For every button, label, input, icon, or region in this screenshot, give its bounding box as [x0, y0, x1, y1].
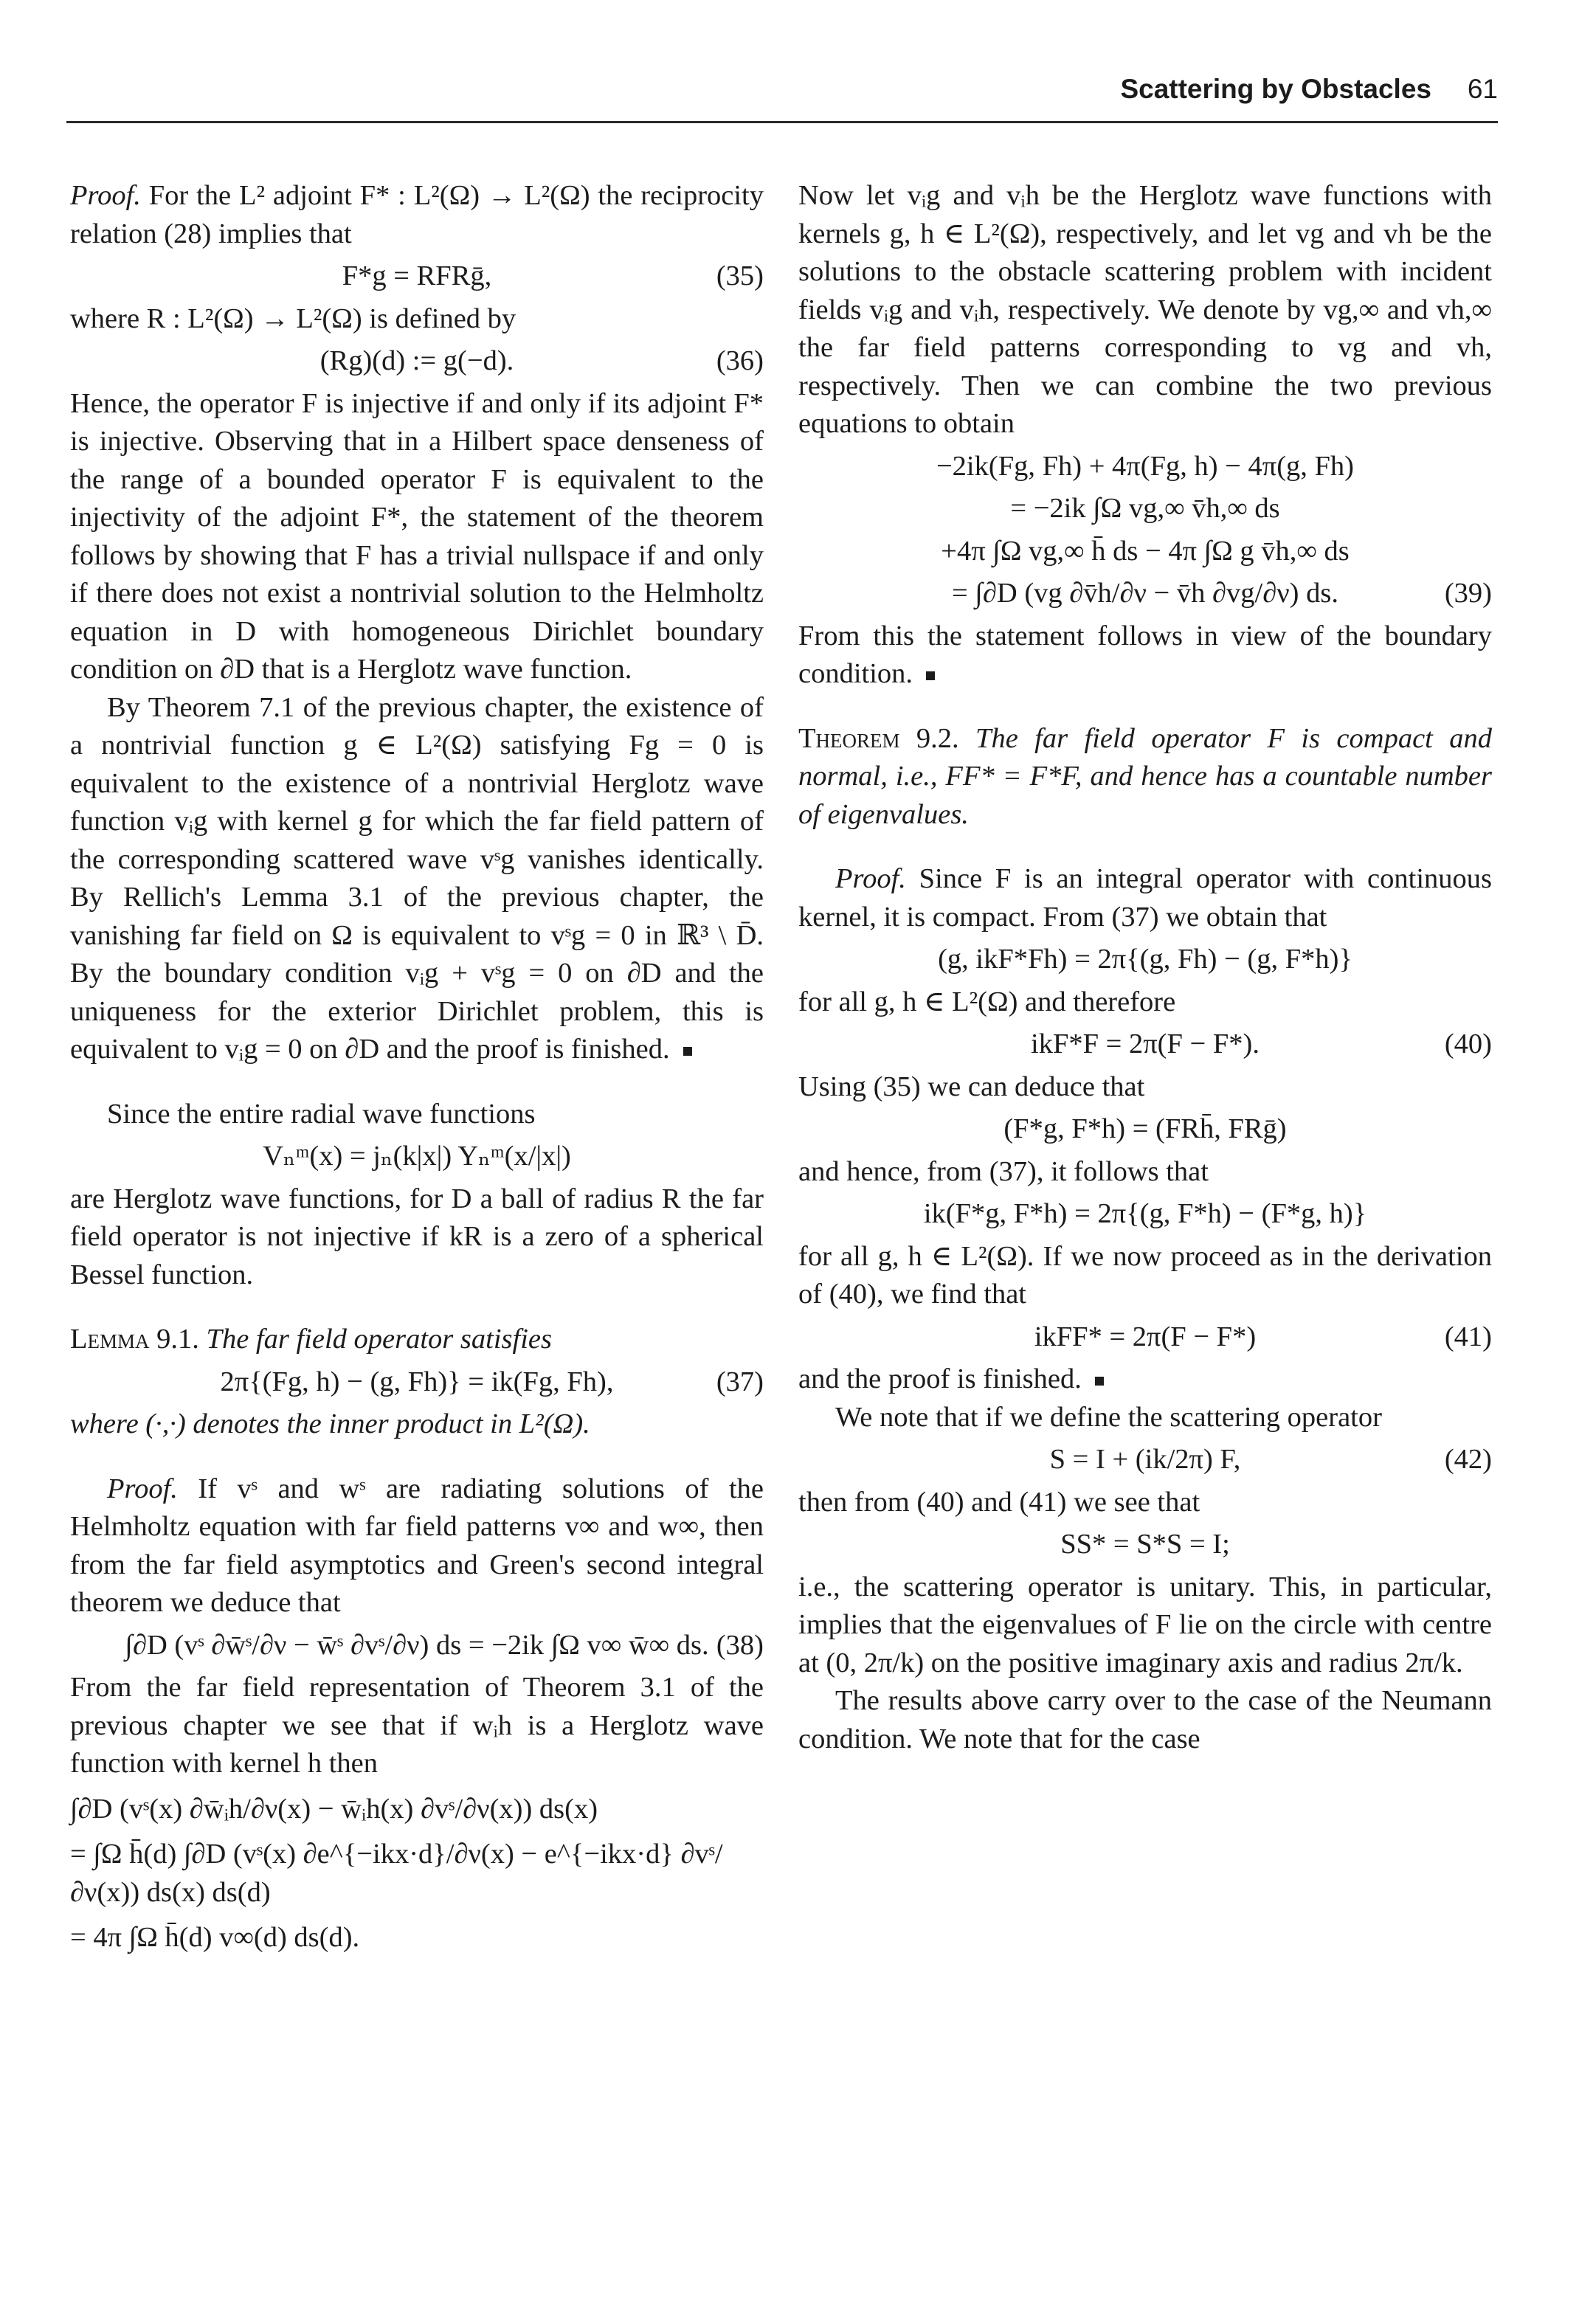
equation-d [798, 1526, 1492, 1564]
equation-37 [70, 1363, 764, 1402]
equation-long-line-3: = 4π ∫Ω h̄(d) v∞(d) ds(d). [70, 1922, 360, 1953]
equation-40-body: ikF*F = 2π(F − F*). [1031, 1028, 1260, 1059]
equation-35 [70, 257, 764, 296]
equation-41-number: (41) [1444, 1321, 1492, 1352]
proof2-label: Proof. [107, 1473, 178, 1504]
equation-42-body: S = I + (ik/2π) F, [1049, 1444, 1241, 1475]
qed-square [1095, 1377, 1104, 1386]
page-number: 61 [1467, 74, 1498, 104]
equation-36 [70, 342, 764, 381]
lemma-where-text: where (·,·) denotes the inner product in L²(Ω). [70, 1408, 590, 1439]
equation-42-number: (42) [1444, 1444, 1492, 1475]
paragraph-neumann: The results above carry over to the case of the Neumann condition. We note that for the case [798, 1685, 1492, 1754]
theorem-text: The far field operator F is compact and normal, i.e., FF* = F*F, and hence has a countable number of eigenvalues. [798, 722, 1492, 830]
equation-a [798, 941, 1492, 979]
equation-40-number: (40) [1444, 1028, 1492, 1059]
equation-36-number: (36) [716, 345, 764, 376]
equation-38-number: (38) [716, 1629, 764, 1661]
left-column [70, 177, 764, 1965]
lemma-label: Lemma 9.1. [70, 1324, 199, 1355]
equation-37-body: 2π{(Fg, h) − (g, Fh)} = ik(Fg, Fh), [220, 1366, 614, 1397]
paragraph-now-let: Now let vᵢg and vᵢh be the Herglotz wave functions with kernels g, h ∈ L²(Ω), respectively, and let vg and vh be the solutions to the obstacle scattering problem with incident fields vᵢg and vᵢh, respectively. We denote by vg,∞ and vh,∞ the far field patterns corresponding to vg and vh, respectively. Then we can combine the two previous equations to obtain [798, 180, 1492, 439]
equation-40 [798, 1026, 1492, 1064]
text-R-definition: where R : L²(Ω) → L²(Ω) is defined by [70, 302, 516, 334]
right-column [798, 177, 1492, 1758]
running-head [66, 74, 1498, 123]
equation-41-body: ikFF* = 2π(F − F*) [1034, 1321, 1257, 1352]
running-title: Scattering by Obstacles [1120, 74, 1431, 104]
equation-b [798, 1110, 1492, 1149]
paragraph-unitary: i.e., the scattering operator is unitary. This, in particular, implies that the eigenvalues of F lie on the circle with centre at (0, 2π/k) on the positive imaginary axis and radius 2π/k. [798, 1571, 1492, 1678]
paragraph-from-this-text: From this the statement follows in view of the boundary condition. [798, 620, 1492, 689]
proof-text: For the L² adjoint F* : L²(Ω) → L²(Ω) the reciprocity relation (28) implies that [70, 180, 764, 249]
proof-paragraph-3 [798, 860, 1492, 936]
equation-39-number: (39) [1444, 578, 1492, 609]
text-scattering-operator: We note that if we define the scattering operator [835, 1401, 1382, 1433]
text-hence-37: and hence, from (37), it follows that [798, 1155, 1209, 1187]
text-proof-finished [798, 1360, 1492, 1399]
paragraph-radial: Since the entire radial wave functions [107, 1098, 536, 1130]
equation-radial [70, 1138, 764, 1176]
text-forall-1: for all g, h ∈ L²(Ω) and therefore [798, 986, 1176, 1017]
lemma-9-1 [70, 1321, 764, 1359]
equation-radial-body: Vₙᵐ(x) = jₙ(k|x|) Yₙᵐ(x/|x|) [263, 1141, 571, 1172]
paragraph-theorem-text: By Theorem 7.1 of the previous chapter, the existence of a nontrivial function g ∈ L²(Ω) satisfying Fg = 0 is equivalent to the existence of a nontrivial Herglotz wave function vᵢg with kernel g for which the far field pattern of the corresponding scattered wave vˢg vanishes identically. By Rellich's Lemma 3.1 of the previous chapter, the vanishing far field on Ω is equivalent to vˢg = 0 in ℝ³ \ D̄. By the boundary condition vᵢg + vˢg = 0 on ∂D and the uniqueness for the exterior Dirichlet problem, this is equivalent to vᵢg = 0 on ∂D and the proof is finished. [70, 691, 764, 1065]
equation-long-line-1: ∫∂D (vˢ(x) ∂w̄ᵢh/∂ν(x) − w̄ᵢh(x) ∂vˢ/∂ν(x)) ds(x) [70, 1793, 598, 1825]
equation-39-line-2-body: = −2ik ∫Ω vg,∞ v̄h,∞ ds [1010, 493, 1280, 524]
equation-38 [70, 1627, 764, 1665]
proof-paragraph-2 [70, 1470, 764, 1622]
equation-41 [798, 1318, 1492, 1357]
equation-42 [798, 1441, 1492, 1479]
theorem-label: Theorem 9.2. [798, 722, 959, 754]
text-then-from: then from (40) and (41) we see that [798, 1486, 1200, 1518]
text-forall-2: for all g, h ∈ L²(Ω). If we now proceed as in the derivation of (40), we find that [798, 1240, 1492, 1310]
lemma-text: The far field operator satisfies [206, 1324, 552, 1355]
equation-35-number: (35) [716, 260, 764, 291]
equation-35-body: F*g = RFRḡ, [342, 260, 492, 291]
equation-36-body: (Rg)(d) := g(−d). [319, 345, 514, 376]
proof3-text: Since F is an integral operator with continuous kernel, it is compact. From (37) we obtain that [798, 863, 1492, 933]
equation-b-body: (F*g, F*h) = (FRh̄, FRḡ) [1003, 1113, 1287, 1144]
proof-paragraph-1 [70, 177, 764, 253]
paragraph-far-field: From the far field representation of Theorem 3.1 of the previous chapter we see that if wᵢh is a Herglotz wave function with kernel h then [70, 1672, 764, 1779]
equation-c-body: ik(F*g, F*h) = 2π{(g, F*h) − (F*g, h)} [923, 1198, 1367, 1229]
proof3-label: Proof. [835, 863, 906, 894]
equation-long-line-2: = ∫Ω h̄(d) ∫∂D (vˢ(x) ∂e^{−ikx·d}/∂ν(x) − e^{−ikx·d} ∂vˢ/∂ν(x)) ds(x) ds(d) [70, 1839, 723, 1908]
text-proof-finished-text: and the proof is finished. [798, 1363, 1082, 1394]
qed-square [926, 671, 935, 680]
equation-38-body: ∫∂D (vˢ ∂w̄ˢ/∂ν − w̄ˢ ∂vˢ/∂ν) ds = −2ik ∫Ω v∞ w̄∞ ds. [125, 1629, 709, 1661]
paragraph-from-this [798, 618, 1492, 694]
equation-39-line-3 [798, 533, 1492, 571]
paragraph-herglotz: are Herglotz wave functions, for D a ball of radius R the far field operator is not injective if kR is a zero of a spherical Bessel function. [70, 1183, 764, 1290]
equation-39-line-1-body: −2ik(Fg, Fh) + 4π(Fg, h) − 4π(g, Fh) [936, 450, 1355, 482]
text-using-35: Using (35) we can deduce that [798, 1071, 1145, 1102]
equation-39 [798, 575, 1492, 613]
equation-d-body: SS* = S*S = I; [1060, 1529, 1230, 1560]
proof2-text: If vˢ and wˢ are radiating solutions of the Helmholtz equation with far field patterns v∞ and w∞, then from the far field asymptotics and Green's second integral theorem we deduce that [70, 1473, 764, 1618]
equation-39-line-4-body: = ∫∂D (vg ∂v̄h/∂ν − v̄h ∂vg/∂ν) ds. [952, 578, 1338, 609]
proof-label: Proof. [70, 180, 141, 211]
theorem-9-2 [798, 720, 1492, 834]
equation-c [798, 1195, 1492, 1234]
qed-square [683, 1047, 692, 1056]
lemma-where [70, 1405, 764, 1444]
equation-39-line-3-body: +4π ∫Ω vg,∞ h̄ ds − 4π ∫Ω g v̄h,∞ ds [941, 535, 1350, 567]
equation-37-number: (37) [716, 1366, 764, 1397]
paragraph-theorem-7-1 [70, 689, 764, 1069]
paragraph-hence: Hence, the operator F is injective if and only if its adjoint F* is injective. Observing that in a Hilbert space denseness of the range of a bounded operator F is equivalent to the injectivity of the adjoint F*, the statement of the theorem follows by showing that F has a trivial nullspace if and only if there does not exist a nontrivial solution to the Helmholtz equation in D with homogeneous Dirichlet boundary condition on ∂D that is a Herglotz wave function. [70, 387, 764, 685]
equation-39-line-2 [798, 490, 1492, 528]
equation-39-line-1 [798, 448, 1492, 486]
equation-a-body: (g, ikF*Fh) = 2π{(g, Fh) − (g, F*h)} [938, 944, 1352, 975]
